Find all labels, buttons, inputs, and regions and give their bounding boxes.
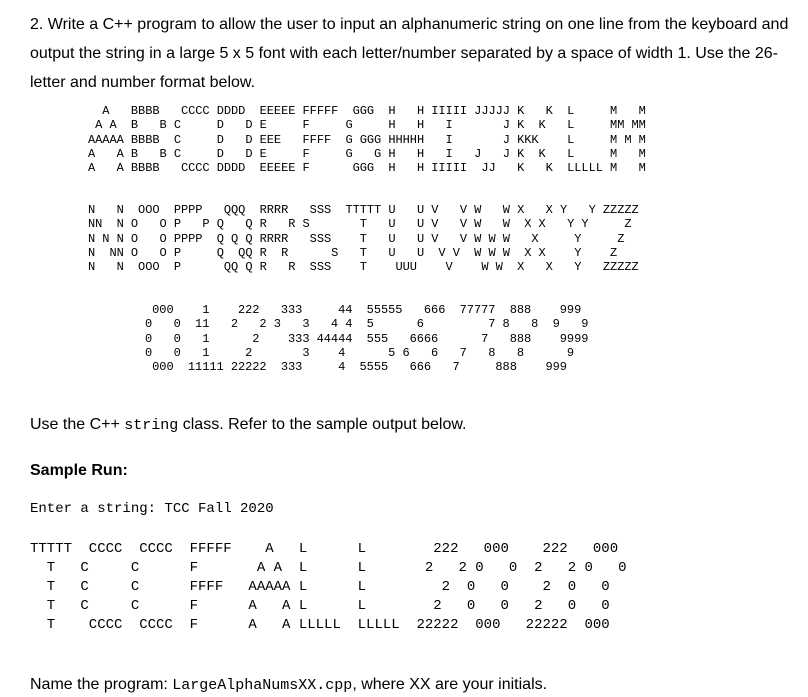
sample-output: TTTTT CCCC CCCC FFFFF A L L 222 000 222 000 T C C F A A L L 2 2 0 0 2 2 0 0 T C C FFFF AAAAA L L 2 0 0 2 0 0 T C C F A A L L 2 0 0 2 0 0 T CCCC CCCC F A A LLLLL LLLLL 22222 000 22222 000	[30, 541, 627, 633]
sample-run-heading: Sample Run:	[30, 462, 128, 479]
instructions-code: string	[124, 417, 179, 434]
program-filename: LargeAlphaNumsXX.cpp	[172, 677, 353, 694]
instructions	[30, 416, 466, 434]
footer-instructions	[30, 676, 547, 694]
font-chart-digits: 000 1 222 333 44 55555 666 77777 888 999 0 0 11 2 2 3 3 4 4 5 6 7 8 8 9 9 0 0 1 2 333 44444 555 6666 7 888 9999 0 0 1 2 3 4 5 6 6 7 8 8 9 000 11111 22222 333 4 5555 666 7 888 999	[145, 303, 589, 375]
sample-prompt: Enter a string: TCC Fall 2020	[30, 501, 274, 517]
font-chart-letters-n-z: N N OOO PPPP QQQ RRRR SSS TTTTT U U V V W W X X Y Y ZZZZZ NN N O O P P Q Q R R S T U U V V W W X X Y Y Z N N N O O PPPP Q Q Q RRRR SSS T U U V V W W W X Y Z N NN O O P Q QQ R R S T U U V V W W W X X Y Z N N OOO P QQ Q R R SSS T UUU V W W X X Y ZZZZZ	[88, 203, 639, 275]
font-chart-letters-a-m: A BBBB CCCC DDDD EEEEE FFFFF GGG H H IIIII JJJJJ K K L M M A A B B C D D E F G H H I J K K L MM MM AAAAA BBBB C D D EEE FFFF G GGG HHHHH I J KKK L M M M A A B B C D D E F G G H H I J J K K L M M A A BBBB CCCC DDDD EEEEE F GGG H H IIIII JJ K K LLLLL M M	[88, 104, 646, 176]
footer-text-b: , where XX are your initials.	[352, 676, 548, 693]
footer-text-a: Name the program:	[30, 676, 173, 693]
instructions-text-a: Use the C++	[30, 416, 125, 433]
problem-statement: 2. Write a C++ program to allow the user to input an alphanumeric string on one line from the keyboard and output the string in a large 5 x 5 font with each letter/number separated by a space of width 1. Use the 26-letter and number format below.	[30, 16, 789, 91]
instructions-text-b: class. Refer to the sample output below.	[178, 416, 467, 433]
